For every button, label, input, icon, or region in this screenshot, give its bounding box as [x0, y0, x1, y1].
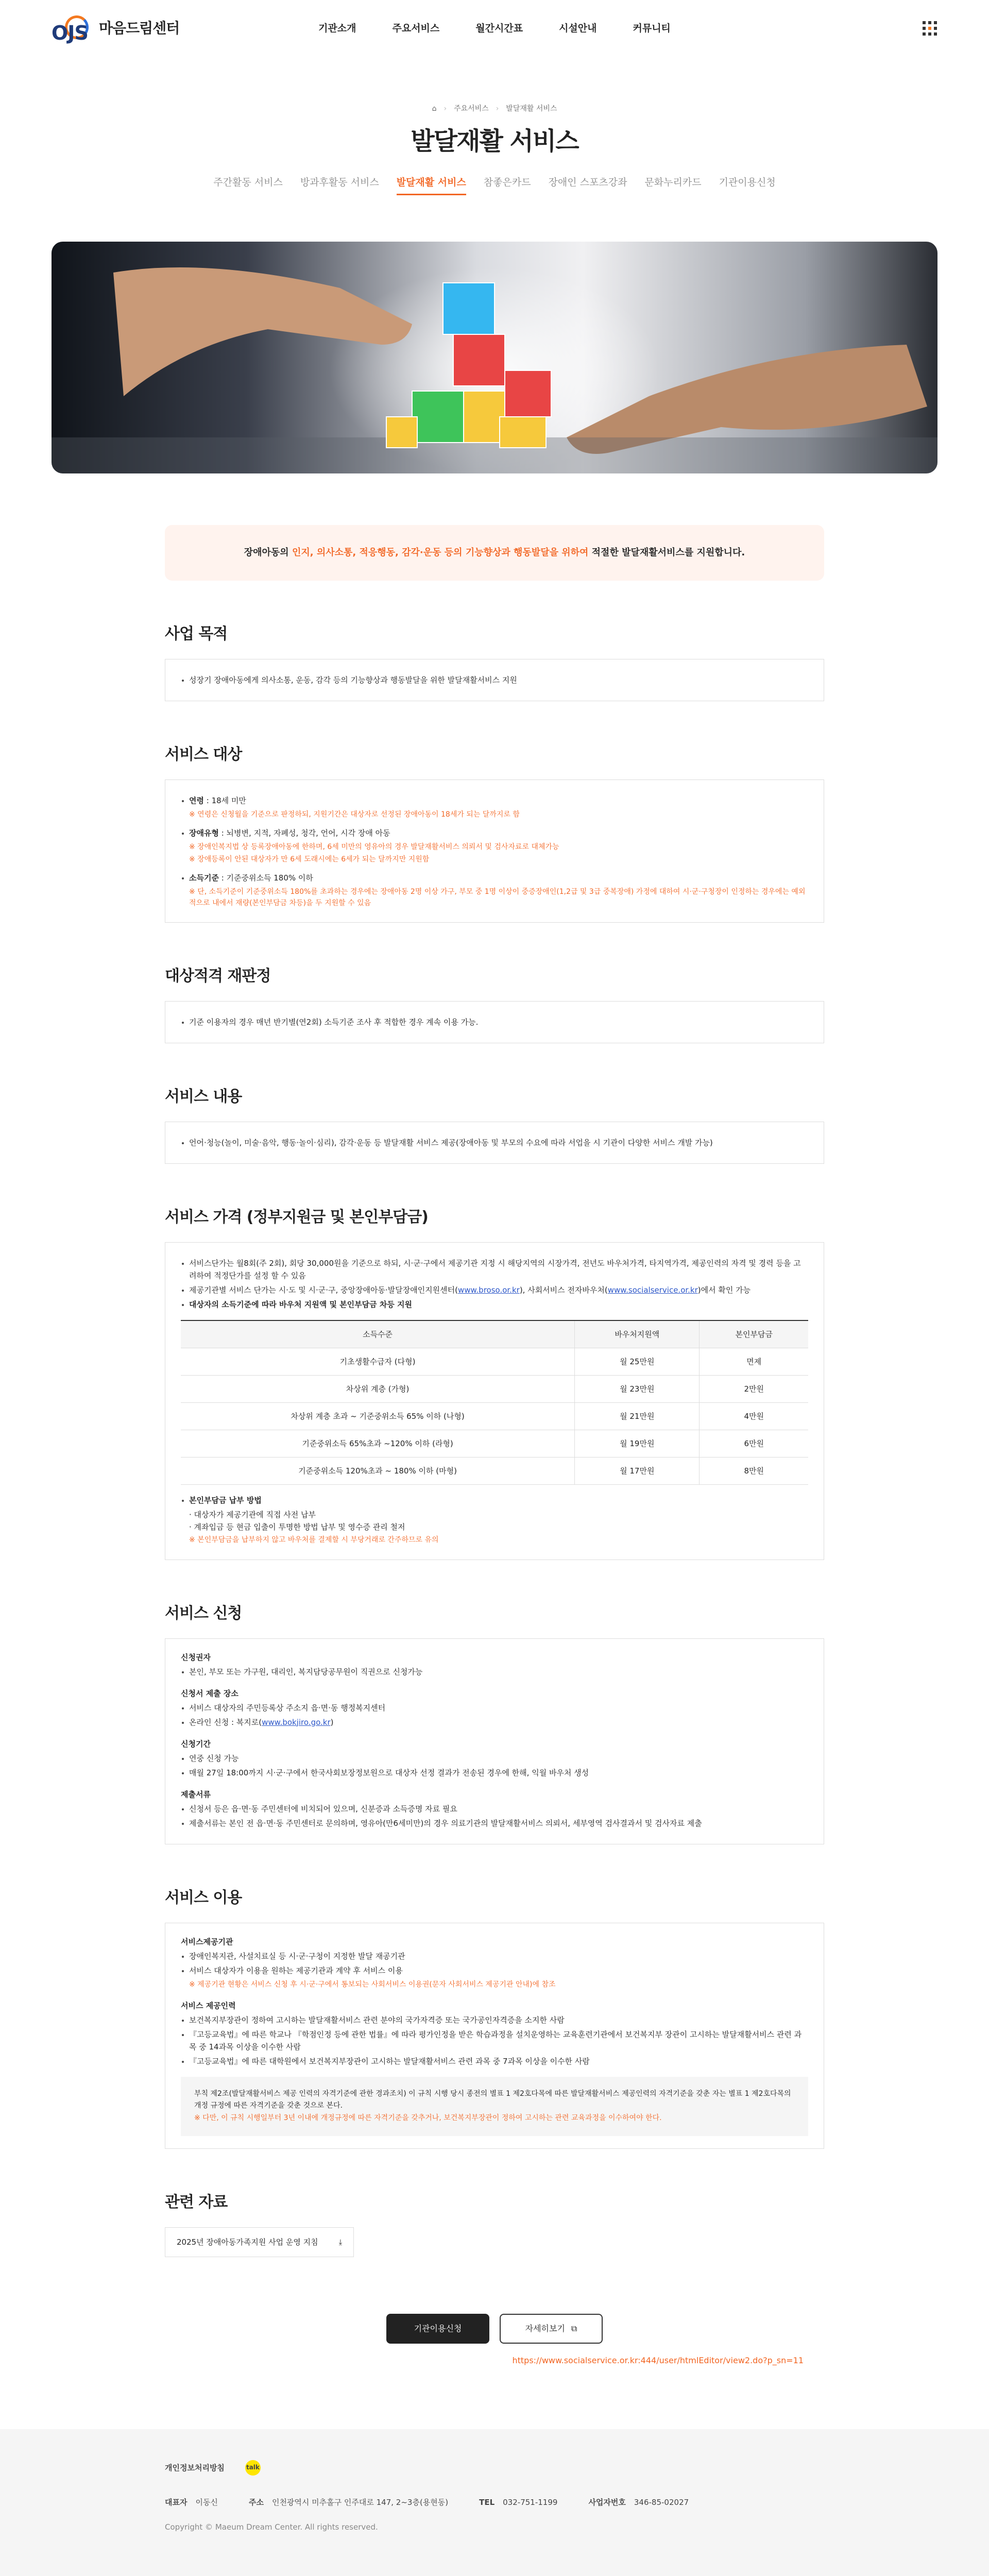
note: ※ 제공기관 현황은 서비스 신청 후 시·군·구에서 통보되는 사회서비스 이용권(문자 사회서비스 제공기관 안내)에 참조 — [189, 1980, 556, 1989]
section-title: 서비스 신청 — [165, 1604, 242, 1622]
section-title: 대상적격 재판정 — [165, 967, 271, 986]
nav-item[interactable]: 시설안내 — [559, 22, 597, 34]
logo-icon: OJS — [52, 13, 94, 43]
tab-sports[interactable]: 장애인 스포츠강좌 — [548, 177, 627, 189]
action-buttons — [165, 2314, 824, 2344]
apply-button[interactable]: 기관이용신청 — [386, 2314, 489, 2344]
nav-item[interactable]: 기관소개 — [318, 22, 356, 34]
list-item: 서비스 대상자가 이용을 원하는 제공기관과 계약 후 서비스 이용 — [181, 1964, 808, 1977]
list-item: 연중 신청 가능 — [181, 1752, 808, 1765]
footer-tel: TEL 032-751-1199 — [479, 2497, 558, 2507]
list-item: 연령 : 18세 미만 — [181, 794, 808, 807]
hero-image — [52, 242, 937, 473]
sub-title: 서비스제공기관 — [181, 1937, 233, 1946]
pay-line: · 계좌입금 등 현금 입출이 투명한 방법 납부 및 영수증 관리 철저 — [189, 1522, 405, 1532]
download-icon: ⤓ — [338, 2238, 343, 2247]
sub-header — [0, 57, 989, 195]
list-item: 대상자의 소득기준에 따라 바우처 지원액 및 본인부담금 차등 지원 — [181, 1298, 808, 1311]
footer-biz: 사업자번호 346-85-02027 — [588, 2497, 689, 2507]
note: ※ 장애인복지법 상 등록장애아동에 한하며, 6세 미만의 영유아의 경우 발달재활서비스 의뢰서 및 검사자료로 대체가능 — [189, 842, 559, 851]
section-title: 서비스 내용 — [165, 1088, 242, 1106]
footer-info — [165, 2496, 824, 2509]
breadcrumb-parent[interactable]: 주요서비스 — [454, 105, 489, 113]
table-row: 기준중위소득 65%초과 ~120% 이하 (라형) 월 19만원 6만원 — [181, 1430, 808, 1458]
list-item: 매월 27일 18:00까지 시·군·구에서 한국사회보장정보원으로 대상자 선정 결과가 전송된 경우에 한해, 익월 바우처 생성 — [181, 1767, 808, 1779]
note: ※ 연령은 신청월을 기준으로 판정하되, 지원기간은 대상자로 선정된 장애아동이 18세가 되는 달까지로 함 — [189, 810, 520, 819]
list-item: 본인부담금 납부 방법 — [181, 1494, 808, 1506]
nav-item[interactable]: 월간시간표 — [475, 22, 523, 34]
list-item: 제공기관별 서비스 단가는 시·도 및 시·군·구, 중앙장애아동·발달장애인지원센터(www.broso.or.kr), 사회서비스 전자바우처(www.socialservice.or.kr)에서 확인 가능 — [181, 1284, 808, 1296]
link-socialservice[interactable]: www.socialservice.or.kr — [607, 1285, 698, 1295]
list-item: 장애유형 : 뇌병변, 지적, 자폐성, 청각, 언어, 시각 장애 아동 — [181, 827, 808, 839]
list-item: 서비스 대상자의 주민등록상 주소지 읍·면·동 행정복지센터 — [181, 1702, 808, 1714]
table-row: 기초생활수급자 (다형) 월 25만원 면제 — [181, 1348, 808, 1376]
intro-text: 장애아동의 — [244, 547, 292, 558]
price-table — [181, 1320, 808, 1485]
section-title: 서비스 가격 (정부지원금 및 본인부담금) — [165, 1208, 428, 1227]
kakao-icon[interactable]: talk — [245, 2460, 261, 2476]
table-header: 소득수준 — [181, 1320, 575, 1348]
list-item: 『고등교육법』에 따른 학교나 『학점인정 등에 관한 법률』에 따라 평가인정을 받은 학습과정을 설치운영하는 교육훈련기관에서 보건복지부 장관이 고시하는 발달재활서비스 관련 과목 중 14과목 이상을 이수한 사람 — [181, 2028, 808, 2053]
sub-title: 신청서 제출 장소 — [181, 1688, 238, 1698]
breadcrumb-current: 발달재활 서비스 — [506, 105, 557, 113]
list-item: 보건복지부장관이 정하여 고시하는 발달재활서비스 관련 분야의 국가자격증 또는 국가공인자격증을 소지한 사람 — [181, 2014, 808, 2026]
more-button[interactable]: 자세히보기 ⧉ — [500, 2314, 603, 2344]
section-title: 관련 자료 — [165, 2193, 228, 2212]
nav-item[interactable]: 커뮤니티 — [633, 22, 671, 34]
tab-day-activity[interactable]: 주간활동 서비스 — [213, 177, 283, 189]
target-box — [165, 779, 824, 923]
site-header — [0, 0, 989, 57]
logo[interactable] — [52, 13, 179, 43]
list-item: 제출서류는 본인 전 읍·면·동 주민센터로 문의하며, 영유아(만6세미만)의 경우 의료기관의 발달재활서비스 의뢰서, 세부영역 검사결과서 및 검사자료 제출 — [181, 1817, 808, 1829]
section-title: 서비스 대상 — [165, 745, 242, 764]
list-item: 온라인 신청 : 복지로(www.bokjiro.go.kr) — [181, 1716, 808, 1728]
site-footer — [0, 2429, 989, 2576]
privacy-link[interactable]: 개인정보처리방침 — [165, 2463, 225, 2472]
list-item: 언어·청능(놀이, 미술·음악, 행동·놀이·심리), 감각·운동 등 발달재활 서비스 제공(장애아동 및 부모의 수요에 따라 서업을 시 기관이 다양한 서비스 개발 가능) — [181, 1137, 808, 1149]
main-content — [165, 473, 824, 2367]
breadcrumb: ⌂ › 주요서비스 › 발달재활 서비스 — [0, 103, 989, 114]
sub-title: 신청기간 — [181, 1739, 211, 1749]
rejudge-box — [165, 1001, 824, 1043]
table-row: 기준중위소득 120%초과 ~ 180% 이하 (마형) 월 17만원 8만원 — [181, 1458, 808, 1485]
table-header: 본인부담금 — [700, 1320, 808, 1348]
list-item: 『고등교육법』에 따른 대학원에서 보건복지부장관이 고시하는 발달재활서비스 관련 과목 중 7과목 이상을 이수한 사람 — [181, 2055, 808, 2067]
link-broso[interactable]: www.broso.or.kr — [457, 1285, 520, 1295]
tab-development-rehab[interactable]: 발달재활 서비스 — [397, 175, 466, 195]
tab-after-school[interactable]: 방과후활동 서비스 — [300, 177, 379, 189]
list-item: 기준 이용자의 경우 매년 반기별(연2회) 소득기준 조사 후 적합한 경우 계속 이용 가능. — [181, 1016, 808, 1028]
sub-title: 제출서류 — [181, 1789, 211, 1799]
section-title: 서비스 이용 — [165, 1888, 242, 1907]
tab-card[interactable]: 참좋은카드 — [483, 177, 531, 189]
download-file-button[interactable] — [165, 2227, 354, 2257]
transitional-provision — [181, 2077, 808, 2136]
note: ※ 다만, 이 규칙 시행일부터 3년 이내에 개정규정에 따른 자격기준을 갖추거나, 보건복지부장관이 정하여 고시하는 관련 교육과정을 이수하여야 한다. — [194, 2113, 662, 2122]
section-title: 사업 목적 — [165, 625, 228, 643]
list-item: 본인, 부모 또는 가구원, 대리인, 복지담당공무원이 직권으로 신청가능 — [181, 1666, 808, 1678]
list-item: 장애인복지관, 사설치료실 등 시·군·구청이 지정한 발달 재공기관 — [181, 1950, 808, 1962]
footer-addr: 주소 인천광역시 미추홀구 인주대로 147, 2~3층(용현동) — [248, 2497, 449, 2507]
apply-box — [165, 1638, 824, 1844]
price-box — [165, 1242, 824, 1560]
link-bokjiro[interactable]: www.bokjiro.go.kr — [262, 1717, 331, 1727]
list-item: 신청서 등은 읍·면·동 주민센터에 비치되어 있으며, 신분증과 소득증명 자료 필요 — [181, 1803, 808, 1815]
provision-text: 부칙 제2조(발달재활서비스 제공 인력의 자격기준에 관한 경과조치) 이 규칙 시행 당시 종전의 별표 1 제2호다목에 따른 발달재활서비스 제공인력의 자격기준을 갖춘 자는 별표 1 제2호다목의 개정 규정에 따른 자격기준을 갖춘 것으로 본다. — [194, 2090, 791, 2110]
list-item: 서비스단가는 월8회(주 2회), 회당 30,000원을 기준으로 하되, 시·군·구에서 제공기관 지정 시 해당지역의 시장가격, 전년도 바우처가격, 타지역가격, 제공인력의 자격 및 경력 등을 고려하여 적정단가를 설정 할 수 있음 — [181, 1257, 808, 1282]
page-title: 발달재활 서비스 — [411, 127, 578, 156]
home-icon[interactable]: ⌂ — [432, 105, 437, 113]
pay-line: · 대상자가 제공기관에 직접 사전 납부 — [189, 1510, 316, 1520]
nav-item[interactable]: 주요서비스 — [392, 22, 440, 34]
external-link-icon: ⧉ — [571, 2324, 577, 2334]
intro-highlight: 인지, 의사소통, 적응행동, 감각·운동 등의 기능향상과 행동발달을 위하여 — [292, 547, 589, 558]
copyright: Copyright © Maeum Dream Center. All rights reserved. — [165, 2522, 378, 2532]
sub-title: 서비스 제공인력 — [181, 2001, 236, 2011]
list-item: 성장기 장애아동에게 의사소통, 운동, 감각 등의 기능향상과 행동발달을 위한 발달재활서비스 지원 — [181, 674, 808, 686]
footer-rep: 대표자 이동신 — [165, 2497, 218, 2507]
table-row: 차상위 계층 초과 ~ 기준중위소득 65% 이하 (나형) 월 21만원 4만원 — [181, 1403, 808, 1430]
tab-culture-card[interactable]: 문화누리카드 — [644, 177, 702, 189]
tab-apply[interactable]: 기관이용신청 — [719, 177, 776, 189]
file-name: 2025년 장애아동가족지원 사업 운영 지침 — [177, 2238, 318, 2247]
list-item: 소득기준 : 기준중위소득 180% 이하 — [181, 872, 808, 884]
purpose-box — [165, 659, 824, 701]
usage-box — [165, 1923, 824, 2149]
note: ※ 장애등록이 안된 대상자가 만 6세 도래시에는 6세가 되는 달까지만 지원함 — [189, 855, 430, 864]
note: ※ 본인부담금을 납부하지 않고 바우처를 결제할 시 부당거래로 간주하므로 유의 — [189, 1536, 439, 1545]
intro-box — [165, 525, 824, 581]
table-header: 바우처지원액 — [575, 1320, 700, 1348]
sub-title: 신청권자 — [181, 1652, 211, 1662]
table-row: 차상위 계층 (가형) 월 23만원 2만원 — [181, 1376, 808, 1403]
all-menu-icon[interactable] — [922, 21, 937, 36]
sub-tabs — [0, 175, 989, 195]
content-box — [165, 1122, 824, 1164]
intro-text: 적절한 발달재활서비스를 지원합니다. — [588, 547, 745, 558]
note: ※ 단, 소득기준이 기준중위소득 180%를 초과하는 경우에는 장애아동 2명 이상 가구, 부모 중 1명 이상이 중증장애인(1,2급 및 3급 중복장애) 가정에 대하여 시·군·구청장이 인정하는 경우에는 예외적으로 내에서 재량(본인부담금 차등)을 두 지원할 수 있음 — [189, 887, 806, 907]
external-url[interactable]: https://www.socialservice.or.kr:444/user/htmlEditor/view2.do?p_sn=11 — [512, 2355, 804, 2366]
logo-text: 마음드림센터 — [99, 19, 180, 37]
